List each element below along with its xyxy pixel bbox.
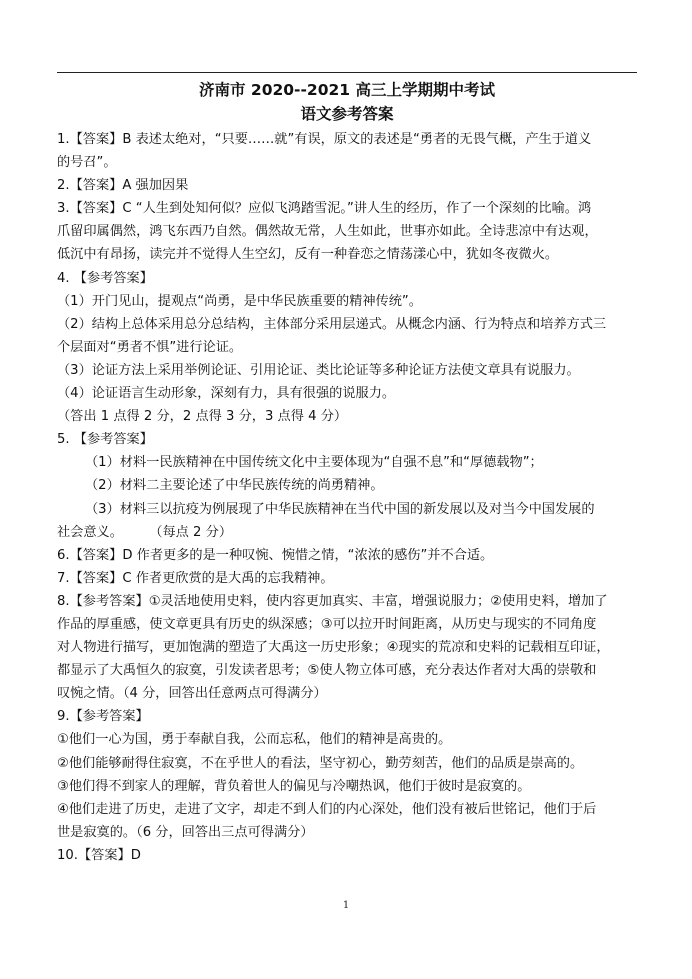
text-line-4: 3.【答案】C “人生到处知何似？应似飞鸿踏雪泥。”讲人生的经历，作了一个深刻的比喻。鸿 bbox=[57, 201, 592, 217]
text-line-12: （4）论证语言生动形象，深刻有力，具有很强的说服力。 bbox=[57, 386, 396, 402]
text-line-5: 爪留印属偶然，鸿飞东西乃自然。偶然故无常，人生如此，世事亦如此。全诗悲凉中有达观， bbox=[57, 224, 598, 240]
answer-content bbox=[57, 128, 637, 867]
text-line-13: （答出 1 点得 2 分，2 点得 3 分，3 点得 4 分） bbox=[57, 409, 348, 425]
text-line-15: （1）材料一民族精神在中国传统文化中主要体现为“自强不息”和“厚德载物”； bbox=[85, 455, 543, 471]
text-line-16: （2）材料二主要论述了中华民族传统的尚勇精神。 bbox=[85, 478, 384, 494]
text-line-19: 6.【答案】D 作者更多的是一种叹惋、惋惜之情，“浓浓的感伤”并不合适。 bbox=[57, 547, 494, 563]
document-title: 济南市 2020--2021 高三上学期期中考试 bbox=[199, 81, 495, 99]
text-line-11: （3）论证方法上采用举例论证、引用论证、类比论证等多种论证方法使文章具有说服力。 bbox=[57, 362, 580, 378]
text-line-9: （2）结构上总体采用总分总结构，主体部分采用层递式。从概念内涵、行为特点和培养方式三 bbox=[57, 316, 607, 332]
text-line-26: 9.【参考答案】 bbox=[57, 709, 149, 725]
header-rule bbox=[57, 72, 637, 73]
text-line-14: 5. 【参考答案】 bbox=[57, 432, 153, 448]
text-line-32: 10.【答案】D bbox=[57, 847, 141, 863]
text-line-21: 8.【参考答案】①灵活地使用史料，使内容更加真实、丰富，增强说服力；②使用史料，增加了 bbox=[57, 593, 608, 609]
document-subtitle: 语文参考答案 bbox=[300, 105, 394, 123]
text-line-31: 世是寂寞的。（6 分，回答出三点可得满分） bbox=[57, 824, 314, 840]
page-number: 1 bbox=[342, 900, 350, 911]
text-line-27: ①他们一心为国，勇于奉献自我，公而忘私，他们的精神是高贵的。 bbox=[57, 732, 452, 748]
text-line-10: 个层面对“勇者不惧”进行论证。 bbox=[57, 339, 243, 355]
text-line-6: 低沉中有昂扬，读完并不觉得人生空幻，反有一种眷恋之情荡漾心中，犹如冬夜微火。 bbox=[57, 247, 559, 263]
text-line-3: 2.【答案】A 强加因果 bbox=[57, 178, 189, 194]
text-line-30: ④他们走进了历史，走进了文字，却走不到人们的内心深处，他们没有被后世铭记，他们于后 bbox=[57, 801, 597, 817]
text-line-29: ③他们得不到家人的理解，背负着世人的偏见与冷嘲热讽，他们于彼时是寂寞的。 bbox=[57, 778, 531, 794]
text-line-17: （3）材料三以抗疫为例展现了中华民族精神在当代中国的新发展以及对当今中国发展的 bbox=[85, 501, 595, 517]
text-line-18: 社会意义。 （每点 2 分） bbox=[57, 524, 233, 540]
text-line-1: 1.【答案】B 表述太绝对，“只要……就”有误，原文的表述是“勇者的无畏气概，产生于道义 bbox=[57, 132, 592, 147]
text-line-20: 7.【答案】C 作者更欣赏的是大禹的忘我精神。 bbox=[57, 570, 334, 586]
text-line-22: 作品的厚重感，使文章更具有历史的纵深感；③可以拉开时间距离，从历史与现实的不同角度 bbox=[57, 616, 597, 632]
text-line-28: ②他们能够耐得住寂寞，不在乎世人的看法，坚守初心，勤劳刻苦，他们的品质是崇高的。 bbox=[57, 755, 584, 771]
text-line-2: 的号召”。 bbox=[57, 155, 117, 171]
text-line-7: 4. 【参考答案】 bbox=[57, 270, 153, 286]
text-line-24: 都显示了大禹恒久的寂寞，引发读者思考；⑤使人物立体可感，充分表达作者对大禹的崇敬和 bbox=[57, 663, 597, 679]
text-line-25: 叹惋之情。（4 分，回答出任意两点可得满分） bbox=[57, 686, 327, 702]
text-line-8: （1）开门见山，提观点“尚勇，是中华民族重要的精神传统”。 bbox=[57, 293, 422, 309]
text-line-23: 对人物进行描写，更加饱满的塑造了大禹这一历史形象；④现实的荒凉和史料的记载相互印证， bbox=[57, 640, 610, 656]
